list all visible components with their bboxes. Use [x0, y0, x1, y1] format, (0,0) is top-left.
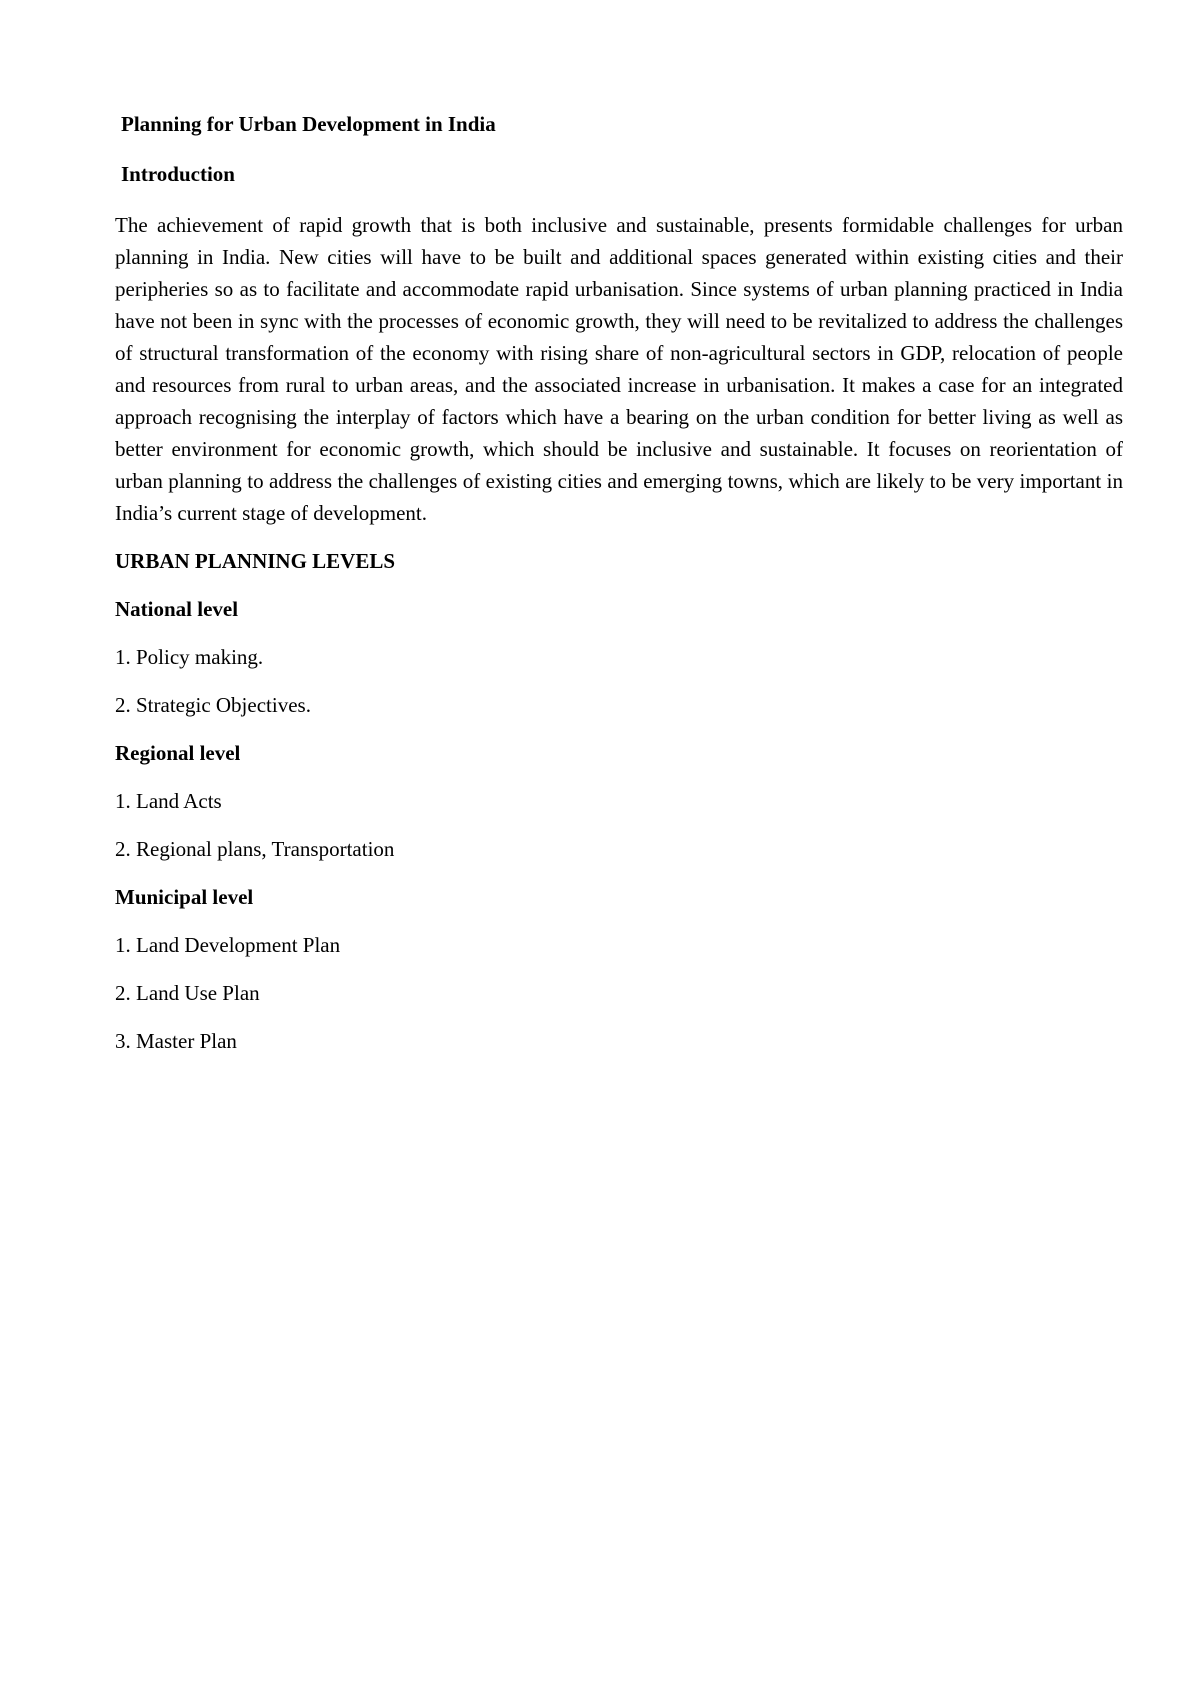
- list-item: 2. Land Use Plan: [115, 981, 260, 1005]
- list-item: 2. Regional plans, Transportation: [115, 837, 395, 861]
- intro-heading: Introduction: [121, 162, 235, 186]
- national-level-section: [115, 595, 1123, 719]
- document-page: [115, 110, 1123, 1075]
- intro-paragraph: The achievement of rapid growth that is both inclusive and sustainable, presents formidable challenges for urban planning in India. New cities will have to be built and additional spaces generated within existing cities and their peripheries so as to facilitate and accommodate rapid urbanisation. Since systems of urban planning practiced in India have not been in sync with the processes of economic growth, they will need to be revitalized to address the challenges of structural transformation of the economy with rising share of non-agricultural sectors in GDP, relocation of people and resources from rural to urban areas, and the associated increase in urbanisation. It makes a case for an integrated approach recognising the interplay of factors which have a bearing on the urban condition for better living as well as better environment for economic growth, which should be inclusive and sustainable. It focuses on reorientation of urban planning to address the challenges of existing cities and emerging towns, which are likely to be very important in India’s current stage of development.: [115, 213, 1123, 525]
- list-item: 1. Land Development Plan: [115, 933, 341, 957]
- list-item: 1. Land Acts: [115, 789, 222, 813]
- level-heading: Municipal level: [115, 885, 254, 909]
- municipal-level-section: [115, 883, 1123, 1055]
- regional-level-section: [115, 739, 1123, 863]
- list-item: 2. Strategic Objectives.: [115, 693, 311, 717]
- list-item: 1. Policy making.: [115, 645, 264, 669]
- document-title: Planning for Urban Development in India: [121, 112, 496, 136]
- level-heading: Regional level: [115, 741, 241, 765]
- list-item: 3. Master Plan: [115, 1029, 237, 1053]
- levels-heading: URBAN PLANNING LEVELS: [115, 549, 396, 573]
- level-heading: National level: [115, 597, 239, 621]
